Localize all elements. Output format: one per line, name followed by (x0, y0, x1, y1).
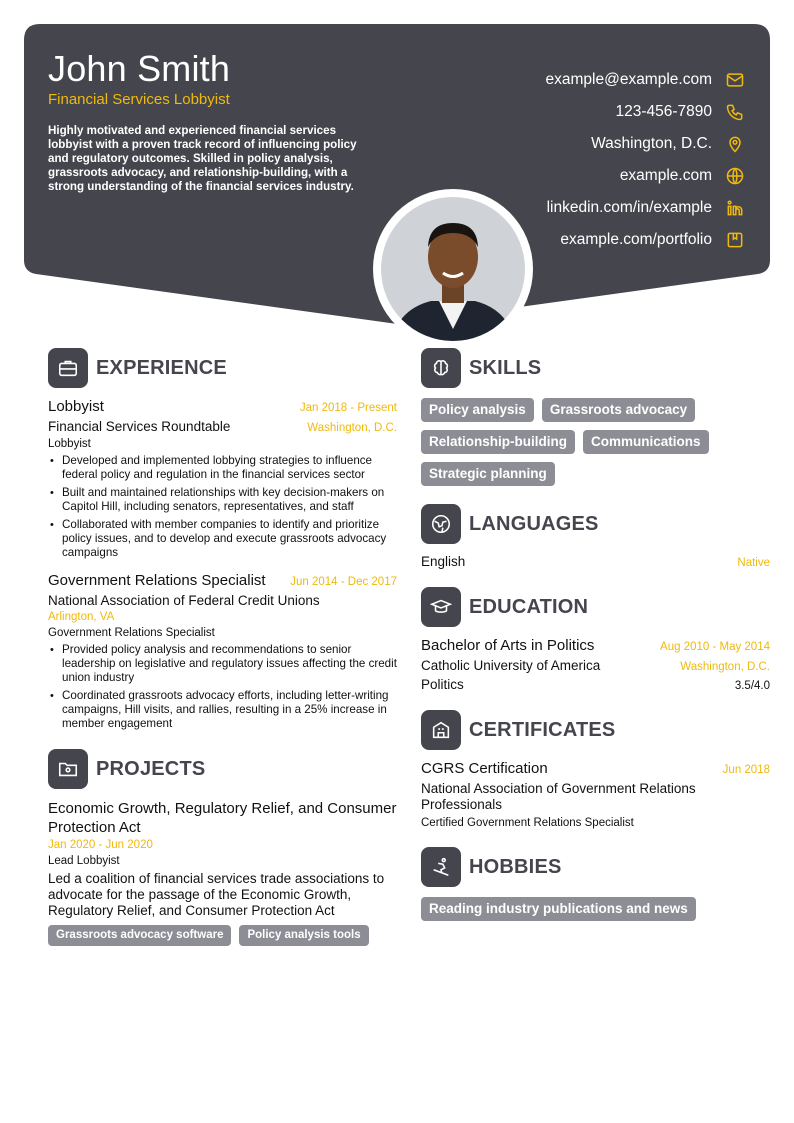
summary-text: Highly motivated and experienced financial services lobbyist with a proven track record of influencing policy and regulatory outcomes. Skilled in policy analysis, grassroots advocacy, and relationship-building, with a strong understanding of the financial services industry. (48, 124, 357, 193)
bookmark-icon (724, 229, 746, 251)
project-role: Lead Lobbyist (48, 855, 120, 867)
education-location: Washington, D.C. (680, 661, 770, 673)
projects-heading (48, 749, 397, 789)
certificate-issuer: National Association of Government Relations Professionals (421, 781, 696, 812)
contact-location-text: Washington, D.C. (591, 135, 712, 152)
brain-icon (421, 348, 461, 388)
certificate-item (421, 760, 770, 829)
skier-icon (421, 847, 461, 887)
job-date: Jan 2018 - Present (299, 402, 397, 414)
skill-chip: Policy analysis (421, 398, 534, 422)
certificates-title: CERTIFICATES (469, 718, 616, 741)
language-name: English (421, 554, 466, 569)
job-role: Government Relations Specialist (48, 627, 215, 639)
skill-chip: Relationship-building (421, 430, 575, 454)
profile-photo (373, 189, 533, 349)
skills-list (421, 398, 770, 494)
job-bullet: • Developed and implemented lobbying strategies to influence federal policy and regulation in the financial services sector (48, 454, 397, 482)
job-bullet: • Collaborated with member companies to identify and prioritize policy issues, and to develop and execute grassroots advocacy campaigns (48, 518, 397, 560)
project-tool-chip: Policy analysis tools (239, 925, 368, 946)
certificate-date: Jun 2018 (722, 764, 770, 776)
language-level: Native (737, 557, 770, 569)
mail-icon (724, 69, 746, 91)
education-date: Aug 2010 - May 2014 (660, 641, 770, 653)
contact-linkedin-text[interactable]: linkedin.com/in/example (546, 199, 712, 216)
right-column (421, 348, 770, 929)
job-position: Government Relations Specialist (48, 572, 266, 589)
linkedin-icon (724, 197, 746, 219)
languages-heading (421, 504, 770, 544)
job-company: National Association of Federal Credit Unions (48, 593, 320, 608)
briefcase-icon (48, 348, 88, 388)
contact-portfolio-text[interactable]: example.com/portfolio (560, 231, 712, 248)
experience-item (48, 572, 397, 731)
contact-website[interactable] (546, 160, 747, 192)
education-degree: Bachelor of Arts in Politics (421, 637, 595, 654)
building-icon (421, 710, 461, 750)
job-bullets (48, 643, 397, 731)
globe-icon (724, 165, 746, 187)
contact-phone-text[interactable]: 123-456-7890 (615, 103, 712, 120)
candidate-role: Financial Services Lobbyist (48, 91, 230, 108)
job-position: Lobbyist (48, 398, 104, 415)
hobbies-heading (421, 847, 770, 887)
contact-email-text[interactable]: example@example.com (545, 71, 712, 88)
phone-icon (724, 101, 746, 123)
experience-heading (48, 348, 397, 388)
job-location: Arlington, VA (48, 611, 115, 623)
skill-chip: Strategic planning (421, 462, 555, 486)
avatar-portrait (381, 197, 525, 341)
job-date: Jun 2014 - Dec 2017 (290, 576, 397, 588)
job-bullet: • Coordinated grassroots advocacy efforts, including letter-writing campaigns, Hill visits, and rallies, resulting in a 25% increase in member engagement (48, 689, 397, 731)
certificate-detail: Certified Government Relations Specialist (421, 817, 634, 829)
hobbies-list (421, 897, 770, 929)
project-item (48, 799, 397, 954)
education-school: Catholic University of America (421, 658, 601, 673)
project-name: Economic Growth, Regulatory Relief, and Consumer Protection Act (48, 800, 397, 836)
job-location: Washington, D.C. (307, 422, 397, 434)
skills-title: SKILLS (469, 356, 542, 379)
project-tools (48, 925, 397, 954)
job-bullet: • Built and maintained relationships with key decision-makers on Capitol Hill, including senators, representatives, and staff (48, 486, 397, 514)
contact-phone[interactable] (546, 96, 747, 128)
education-item (421, 637, 770, 692)
contact-linkedin[interactable] (546, 192, 747, 224)
project-date: Jan 2020 - Jun 2020 (48, 839, 153, 851)
contact-email[interactable] (546, 64, 747, 96)
job-role: Lobbyist (48, 438, 91, 450)
candidate-name: John Smith (48, 48, 231, 89)
job-company: Financial Services Roundtable (48, 419, 231, 434)
graduation-cap-icon (421, 587, 461, 627)
experience-item (48, 398, 397, 560)
education-field: Politics (421, 677, 464, 692)
left-column (48, 348, 397, 954)
contact-location (546, 128, 747, 160)
folder-icon (48, 749, 88, 789)
job-bullets (48, 454, 397, 560)
contact-website-text[interactable]: example.com (619, 167, 712, 184)
skill-chip: Communications (583, 430, 709, 454)
certificate-name: CGRS Certification (421, 760, 548, 777)
job-bullet: • Provided policy analysis and recommendations to senior leadership on legislative and regulatory issues affecting the credit union industry (48, 643, 397, 685)
languages-title: LANGUAGES (469, 512, 599, 535)
hobby-chip: Reading industry publications and news (421, 897, 696, 921)
project-tool-chip: Grassroots advocacy software (48, 925, 231, 946)
project-description: Led a coalition of financial services trade associations to advocate for the passage of the Economic Growth, Regulatory Relief, and Consumer Protection Act (48, 871, 385, 918)
education-title: EDUCATION (469, 595, 589, 618)
experience-title: EXPERIENCE (96, 356, 227, 379)
skills-heading (421, 348, 770, 388)
certificates-heading (421, 710, 770, 750)
education-gpa: 3.5/4.0 (734, 680, 770, 692)
language-item (421, 554, 770, 569)
projects-title: PROJECTS (96, 757, 206, 780)
location-pin-icon (724, 133, 746, 155)
contact-portfolio[interactable] (546, 224, 747, 256)
skill-chip: Grassroots advocacy (542, 398, 695, 422)
education-heading (421, 587, 770, 627)
language-globe-icon (421, 504, 461, 544)
hobbies-title: HOBBIES (469, 855, 562, 878)
contact-list (546, 64, 747, 256)
